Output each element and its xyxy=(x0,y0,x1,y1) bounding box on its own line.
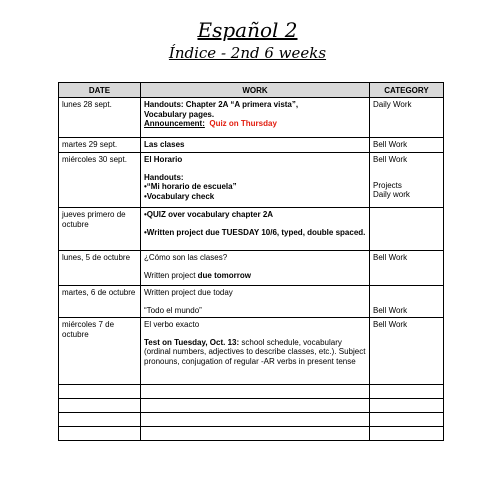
header-date: DATE xyxy=(59,83,141,98)
work-line: El verbo exacto xyxy=(144,320,200,329)
date-cell: miércoles 7 de octubre xyxy=(59,318,141,385)
empty-row xyxy=(59,427,444,441)
schedule-table xyxy=(58,82,444,441)
header-row xyxy=(59,83,444,98)
work-line: Handouts: Chapter 2A “A primera vista”, xyxy=(144,100,299,109)
date-cell: jueves primero de octubre xyxy=(59,208,141,251)
table-row xyxy=(59,318,444,385)
test-text: school schedule, vocabulary (ordinal numbers, adjectives to describe classes, etc.). Subject pronouns, conjugation of regular -AR verbs in present tense xyxy=(144,337,366,366)
category-cell: Daily Work xyxy=(370,98,444,138)
category-line: Daily work xyxy=(373,190,410,199)
empty-row xyxy=(59,399,444,413)
date-cell: miércoles 30 sept. xyxy=(59,153,141,208)
work-line: Vocabulary pages. xyxy=(144,109,215,119)
category-cell: Bell Work xyxy=(370,138,444,153)
work-cell xyxy=(141,251,370,286)
date-cell: lunes 28 sept. xyxy=(59,98,141,138)
work-cell xyxy=(141,208,370,251)
work-line: Written project due today xyxy=(144,288,233,297)
work-cell: Las clases xyxy=(141,138,370,153)
empty-row xyxy=(59,385,444,399)
category-line: Bell Work xyxy=(373,305,408,315)
work-emphasis: due tomorrow xyxy=(197,270,251,280)
test-label: Test on Tuesday, Oct. 13: xyxy=(144,337,240,347)
empty-row xyxy=(59,413,444,427)
category-line: Bell Work xyxy=(373,155,408,164)
table-row xyxy=(59,286,444,318)
work-line: •Vocabulary check xyxy=(144,191,215,201)
table-row xyxy=(59,138,444,153)
announcement-label: Announcement: xyxy=(144,119,205,128)
category-cell: Bell Work xyxy=(370,251,444,286)
work-cell xyxy=(141,153,370,208)
work-line: ¿Cómo son las clases? xyxy=(144,253,228,262)
table-row xyxy=(59,153,444,208)
document-subtitle: Índice - 2nd 6 weeks xyxy=(168,44,327,62)
work-line: El Horario xyxy=(144,155,183,164)
work-cell xyxy=(141,286,370,318)
category-cell xyxy=(370,153,444,208)
work-line: •QUIZ over vocabulary chapter 2A xyxy=(144,210,274,219)
document-title: Español 2 xyxy=(197,18,298,42)
work-line: Written project xyxy=(144,270,198,280)
header-category: CATEGORY xyxy=(370,83,444,98)
work-line: “Todo el mundo” xyxy=(144,305,202,315)
work-line: •Written project due TUESDAY 10/6, typed, double spaced. xyxy=(144,227,366,237)
table-row xyxy=(59,251,444,286)
date-cell: lunes, 5 de octubre xyxy=(59,251,141,286)
work-line: •“Mi horario de escuela” xyxy=(144,182,237,191)
work-cell xyxy=(141,318,370,385)
work-line: Handouts: xyxy=(144,172,184,182)
header-work: WORK xyxy=(141,83,370,98)
date-cell: martes, 6 de octubre xyxy=(59,286,141,318)
category-line: Projects xyxy=(373,180,402,190)
table-row xyxy=(59,208,444,251)
announcement-text: Quiz on Thursday xyxy=(209,119,277,128)
category-cell: Bell Work xyxy=(370,318,444,385)
table-row xyxy=(59,98,444,138)
category-cell xyxy=(370,286,444,318)
category-cell xyxy=(370,208,444,251)
work-cell xyxy=(141,98,370,138)
date-cell: martes 29 sept. xyxy=(59,138,141,153)
